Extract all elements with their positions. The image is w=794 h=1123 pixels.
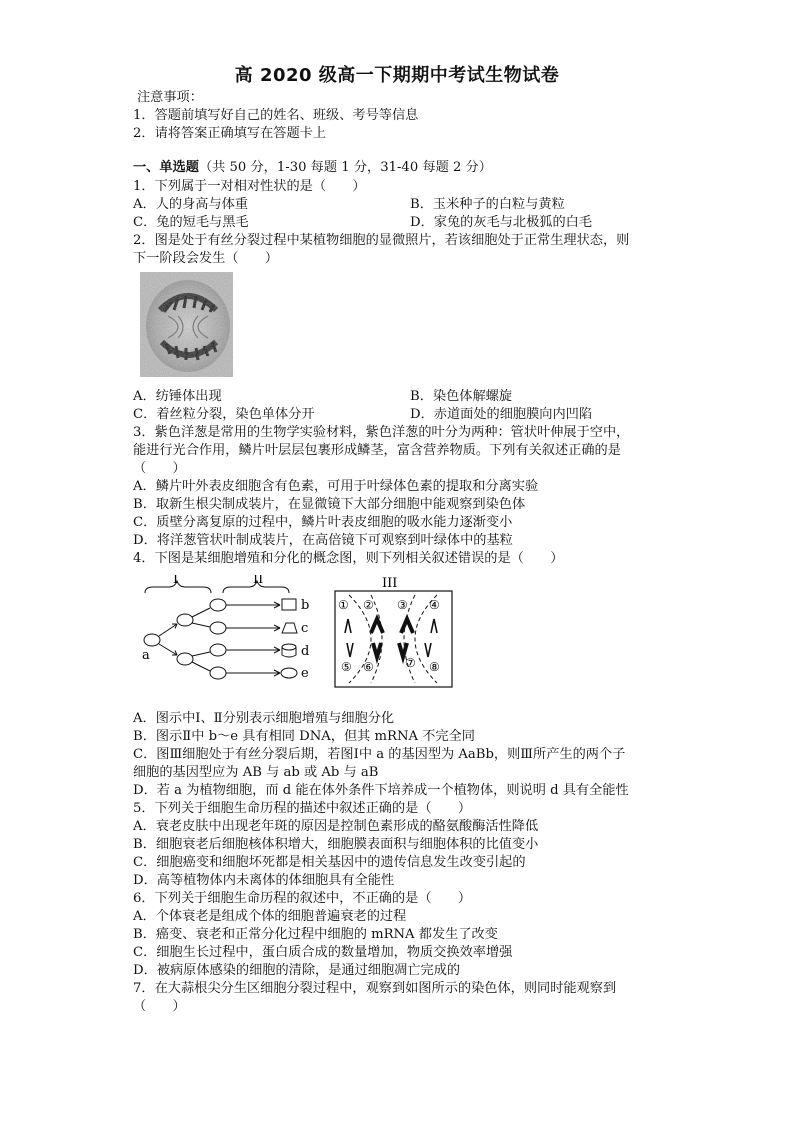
- q1-option-b: B．玉米种子的白粒与黄粒: [410, 197, 565, 212]
- q7-stem-line2: （ ）: [133, 999, 186, 1014]
- q3-option-d: D．将洋葱管状叶制成装片，在高倍镜下可观察到叶绿体中的基粒: [133, 533, 513, 548]
- num-6: ⑥: [363, 660, 374, 674]
- num-4: ④: [429, 598, 440, 612]
- notes-heading: 注意事项：: [137, 90, 203, 105]
- num-2: ②: [363, 598, 374, 612]
- q6-option-d: D．被病原体感染的细胞的清除，是通过细胞凋亡完成的: [133, 963, 461, 978]
- num-8: ⑧: [429, 660, 440, 674]
- q3-stem-line2: 能进行光合作用，鳞片叶层层包裹形成鳞茎，富含营养物质。下列有关叙述正确的是: [133, 443, 621, 458]
- q4-stem: 4．下图是某细胞增殖和分化的概念图，则下列相关叙述错误的是（ ）: [133, 551, 564, 566]
- q4-option-a: A．图示中Ⅰ、Ⅱ分别表示细胞增殖与细胞分化: [133, 711, 395, 726]
- q4-option-b: B．图示Ⅱ中 b～e 具有相同 DNA，但其 mRNA 不完全同: [133, 729, 475, 744]
- label-d: d: [301, 644, 310, 659]
- q1-option-a: A．人的身高与体重: [133, 197, 249, 212]
- q2-stem-line2: 下一阶段会发生（ ）: [133, 251, 279, 266]
- q2-option-b: B．染色体解螺旋: [410, 389, 513, 404]
- q5-option-c: C．细胞癌变和细胞坏死都是相关基因中的遗传信息发生改变引起的: [133, 855, 526, 870]
- q5-option-b: B．细胞衰老后细胞核体积增大，细胞膜表面积与细胞体积的比值变小: [133, 837, 539, 852]
- q3-option-b: B．取新生根尖制成装片，在显微镜下大部分细胞中能观察到染色体: [133, 497, 526, 512]
- q1-option-c: C．兔的短毛与黑毛: [133, 215, 249, 230]
- label-III: III: [382, 576, 398, 591]
- q3-option-a: A．鳞片叶外表皮细胞含有色素，可用于叶绿体色素的提取和分离实验: [133, 479, 539, 494]
- q4-option-d: D．若 a 为植物细胞，而 d 能在体外条件下培养成一个植物体，则说明 d 具有全能性: [133, 783, 629, 798]
- label-I: I: [173, 575, 179, 587]
- q6-option-a: A．个体衰老是组成个体的细胞普遍衰老的过程: [133, 909, 407, 924]
- q4-option-c-line2: 细胞的基因型应为 AB 与 ab 或 Ab 与 aB: [133, 765, 379, 780]
- q5-stem: 5．下列关于细胞生命历程的描述中叙述正确的是（ ）: [133, 801, 472, 816]
- q5-option-d: D．高等植物体内未离体的体细胞具有全能性: [133, 873, 395, 888]
- num-1: ①: [338, 598, 349, 612]
- q3-stem-line3: （ ）: [133, 461, 186, 476]
- section-desc: （共 50 分，1-30 每题 1 分，31-40 每题 2 分）: [198, 160, 492, 175]
- q3-option-c: C．质壁分离复原的过程中，鳞片叶表皮细胞的吸水能力逐渐变小: [133, 515, 513, 530]
- num-5: ⑤: [341, 660, 352, 674]
- label-a: a: [142, 648, 150, 663]
- label-b: b: [301, 598, 310, 613]
- label-II: II: [253, 575, 264, 587]
- q6-option-c: C．细胞生长过程中，蛋白质合成的数量增加，物质交换效率增强: [133, 945, 513, 960]
- q3-stem-line1: 3．紫色洋葱是常用的生物学实验材料，紫色洋葱的叶分为两种：管状叶伸展于空中，: [133, 425, 630, 440]
- section-label: 一、单选题: [133, 160, 199, 175]
- q2-option-d: D．赤道面处的细胞膜向内凹陷: [410, 407, 593, 422]
- q7-stem-line1: 7．在大蒜根尖分生区细胞分裂过程中，观察到如图所示的染色体，则同时能观察到: [133, 981, 617, 996]
- section-heading: [133, 159, 492, 176]
- q4-option-c-line1: C．图Ⅲ细胞处于有丝分裂后期，若图Ⅰ中 a 的基因型为 AaBb，则Ⅲ所产生的两个子: [133, 747, 626, 762]
- q2-option-a: A．纺锤体出现: [133, 389, 222, 404]
- micrograph-image: [140, 272, 233, 377]
- q6-stem: 6．下列关于细胞生命历程的叙述中，不正确的是（ ）: [133, 891, 472, 906]
- q1-stem: 1．下列属于一对相对性状的是（ ）: [133, 179, 366, 194]
- q1-option-d: D．家兔的灰毛与北极狐的白毛: [410, 215, 593, 230]
- q6-option-b: B．癌变、衰老和正常分化过程中细胞的 mRNA 都发生了改变: [133, 927, 498, 942]
- num-3: ③: [397, 598, 408, 612]
- q2-stem-line1: 2．图是处于有丝分裂过程中某植物细胞的显微照片，若该细胞处于正常生理状态，则: [133, 233, 630, 248]
- label-e: e: [301, 666, 309, 681]
- q2-option-c: C．着丝粒分裂，染色单体分开: [133, 407, 315, 422]
- note-item-1: 1．答题前填写好自己的姓名、班级、考号等信息: [133, 108, 419, 123]
- cell-division-diagram: [135, 575, 465, 690]
- num-7: ⑦: [405, 656, 416, 670]
- q5-option-a: A．衰老皮肤中出现老年斑的原因是控制色素形成的酪氨酸酶活性降低: [133, 819, 539, 834]
- note-item-2: 2．请将答案正确填写在答题卡上: [133, 126, 327, 141]
- label-c: c: [301, 621, 309, 636]
- exam-title: 高 2020 级高一下期期中考试生物试卷: [234, 65, 560, 86]
